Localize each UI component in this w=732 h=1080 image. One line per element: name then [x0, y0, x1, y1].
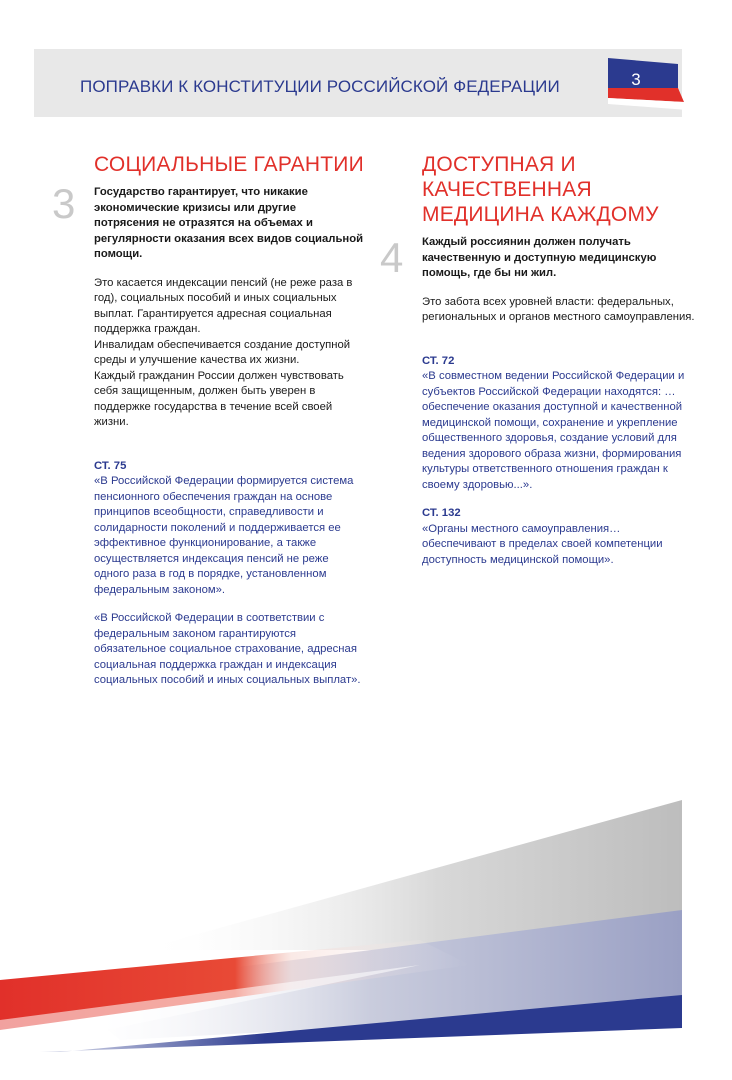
article-132-quote: «Органы местного самоуправления… обеспечивают в пределах своей компетенции доступность медицинской помощи». [422, 522, 663, 566]
page-number: 3 [631, 70, 641, 89]
section-number-4: 4 [380, 234, 404, 281]
section-number-3: 3 [52, 180, 76, 227]
medicine-body-1: Это забота всех уровней власти: федеральных, региональных и органов местного самоуправления. [422, 295, 695, 323]
page-header-title: ПОПРАВКИ К КОНСТИТУЦИИ РОССИЙСКОЙ ФЕДЕРАЦИИ [80, 77, 560, 96]
article-75-label: СТ. 75 [94, 459, 127, 472]
social-lead: Государство гарантирует, что никакие экономические кризисы или другие потрясения не отразятся на объемах и регулярности оказания всех видов социальной помощи. [94, 186, 364, 260]
section-title-social: СОЦИАЛЬНЫЕ ГАРАНТИИ [94, 153, 364, 176]
article-75-quote: «В Российской Федерации формируется система пенсионного обеспечения граждан на основе принципов всеобщности, справедливости и солидарности поколений и поддерживается ее эффективное функционирование, а также осуществляется индексация пенсий не реже одного раза в год в порядке, установленном федеральным законом». [94, 475, 354, 596]
article-75-quote-2: «В Российской Федерации в соответствии с федеральным законом гарантируются обязательное социальное страхование, адресная социальная поддержка граждан и индексация социальных пособий и иных социальных выплат». [94, 612, 361, 686]
article-72-label: СТ. 72 [422, 354, 455, 367]
article-72-quote: «В совместном ведении Российской Федерации и субъектов Российской Федерации находятся: …обеспечение оказания доступной и качественной медицинской помощи, сохранение и укрепление общественного здоровья, создание условий для ведения здорового образа жизни, формирования культуры ответственного отношения граждан к своему здоровью...». [422, 370, 685, 491]
social-body-2: Инвалидам обеспечивается создание доступной среды и улучшение качества их жизни. [94, 338, 351, 366]
social-body-1: Это касается индексации пенсий (не реже раза в год), социальных пособий и иных социальных выплат. Гарантируется адресная социальная поддержка граждан. [94, 276, 353, 335]
footer-flag-waves [0, 790, 732, 1080]
section-title-medicine: ДОСТУПНАЯ И КАЧЕСТВЕННАЯ МЕДИЦИНА КАЖДОМУ [422, 153, 659, 226]
medicine-lead: Каждый россиянин должен получать качественную и доступную медицинскую помощь, где бы ни жил. [422, 236, 657, 279]
section-social-guarantees [94, 152, 364, 689]
article-132-label: СТ. 132 [422, 507, 461, 519]
section-medicine [422, 152, 697, 568]
page-flag-icon [608, 58, 688, 110]
social-body-3: Каждый гражданин России должен чувствовать себя защищенным, должен быть уверен в поддержке государства в течение всей своей жизни. [94, 369, 344, 428]
